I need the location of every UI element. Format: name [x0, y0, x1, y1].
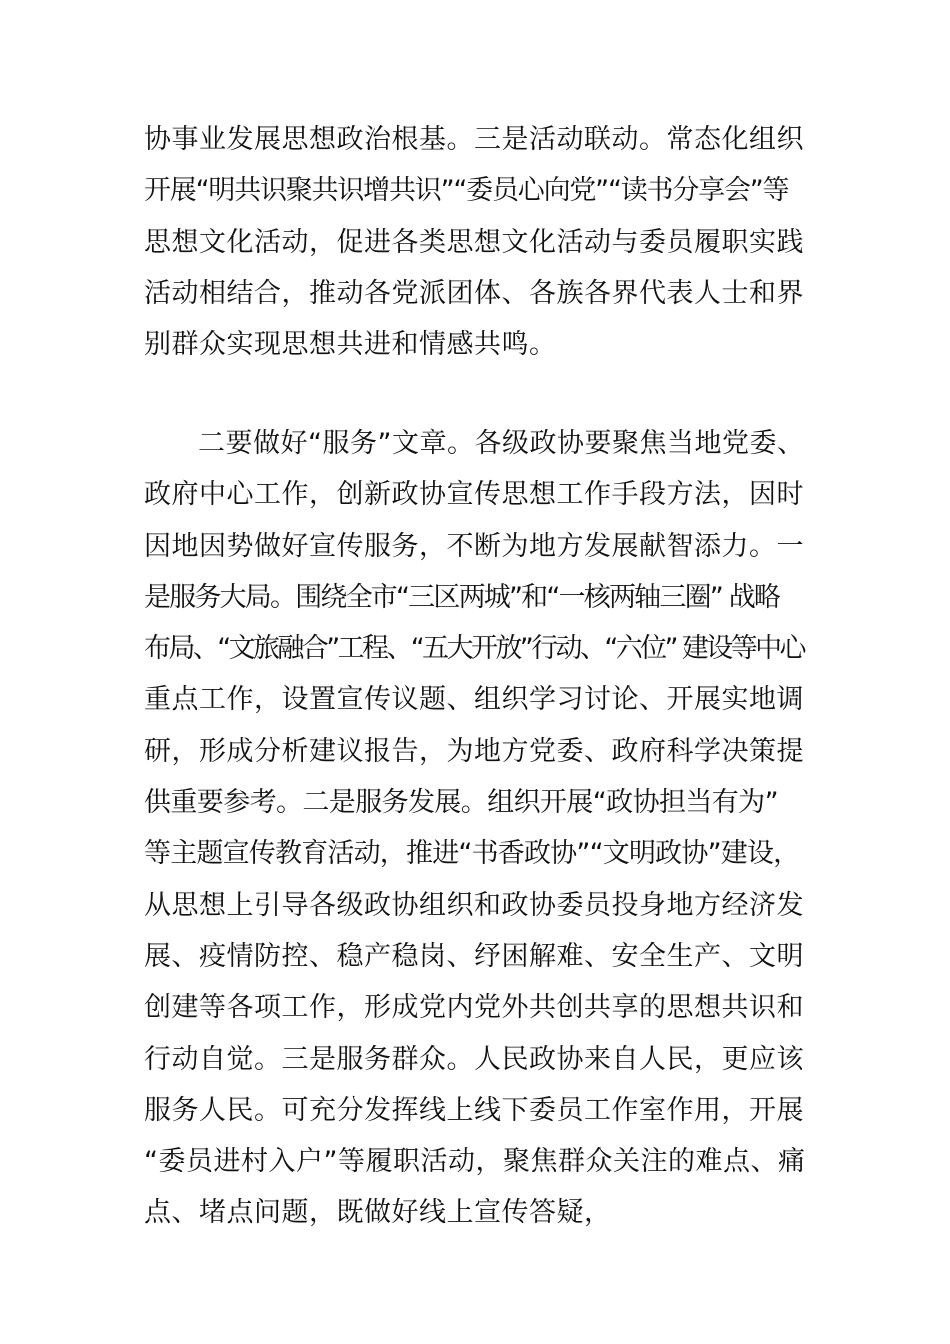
paragraph-line: 从思想上引导各级政协组织和政协委员投身地方经济发 — [144, 889, 804, 921]
paragraph-line: 政府中心工作，创新政协宣传思想工作手段方法，因时 — [144, 479, 804, 511]
paragraph-line: 供重要参考。二是服务发展。组织开展“政协担当有为” — [144, 787, 778, 819]
paragraph-line: 开展“明共识聚共识增共识”“委员心向党”“读书分享会”等 — [144, 175, 789, 207]
paragraph-line: 协事业发展思想政治根基。三是活动联动。常态化组织 — [144, 124, 804, 155]
paragraph-line: 等主题宣传教育活动，推进“书香政协”“文明政协”建设， — [144, 838, 800, 870]
paragraph-line: 服务人民。可充分发挥线上线下委员工作室作用，开展 — [144, 1094, 804, 1126]
paragraph-line: 是服务大局。围绕全市“三区两城”和“一核两轴三圈” 战略 — [144, 581, 780, 613]
paragraph-line: 重点工作，设置宣传议题、组织学习讨论、开展实地调 — [144, 684, 804, 716]
paragraph-line: 展、疫情防控、稳产稳岗、纾困解难、安全生产、文明 — [144, 940, 804, 972]
paragraph-line: 点、堵点问题，既做好线上宣传答疑， — [144, 1197, 612, 1229]
paragraph-line: “委员进村入户”等履职活动，聚焦群众关注的难点、痛 — [144, 1146, 806, 1178]
paragraph-line: 思想文化活动，促进各类思想文化活动与委员履职实践 — [144, 226, 804, 258]
paragraph-line: 创建等各项工作，形成党内党外共创共享的思想共识和 — [144, 992, 804, 1024]
paragraph-line: 活动相结合，推动各党派团体、各族各界代表人士和界 — [144, 277, 804, 309]
paragraph-1 — [144, 114, 824, 370]
paragraph-line: 二要做好“服务”文章。各级政协要聚焦当地党委、 — [198, 428, 805, 459]
paragraph-line: 研，形成分析建议报告，为地方党委、政府科学决策提 — [144, 735, 804, 767]
paragraph-line: 布局、“文旅融合”工程、“五大开放”行动、“六位” 建设等中心 — [144, 633, 804, 665]
paragraph-line: 因地因势做好宣传服务，不断为地方发展献智添力。一 — [144, 530, 804, 562]
paragraph-line: 行动自觉。三是服务群众。人民政协来自人民，更应该 — [144, 1043, 804, 1075]
paragraph-line: 别群众实现思想共进和情感共鸣。 — [144, 329, 557, 361]
paragraph-2 — [144, 418, 824, 1239]
